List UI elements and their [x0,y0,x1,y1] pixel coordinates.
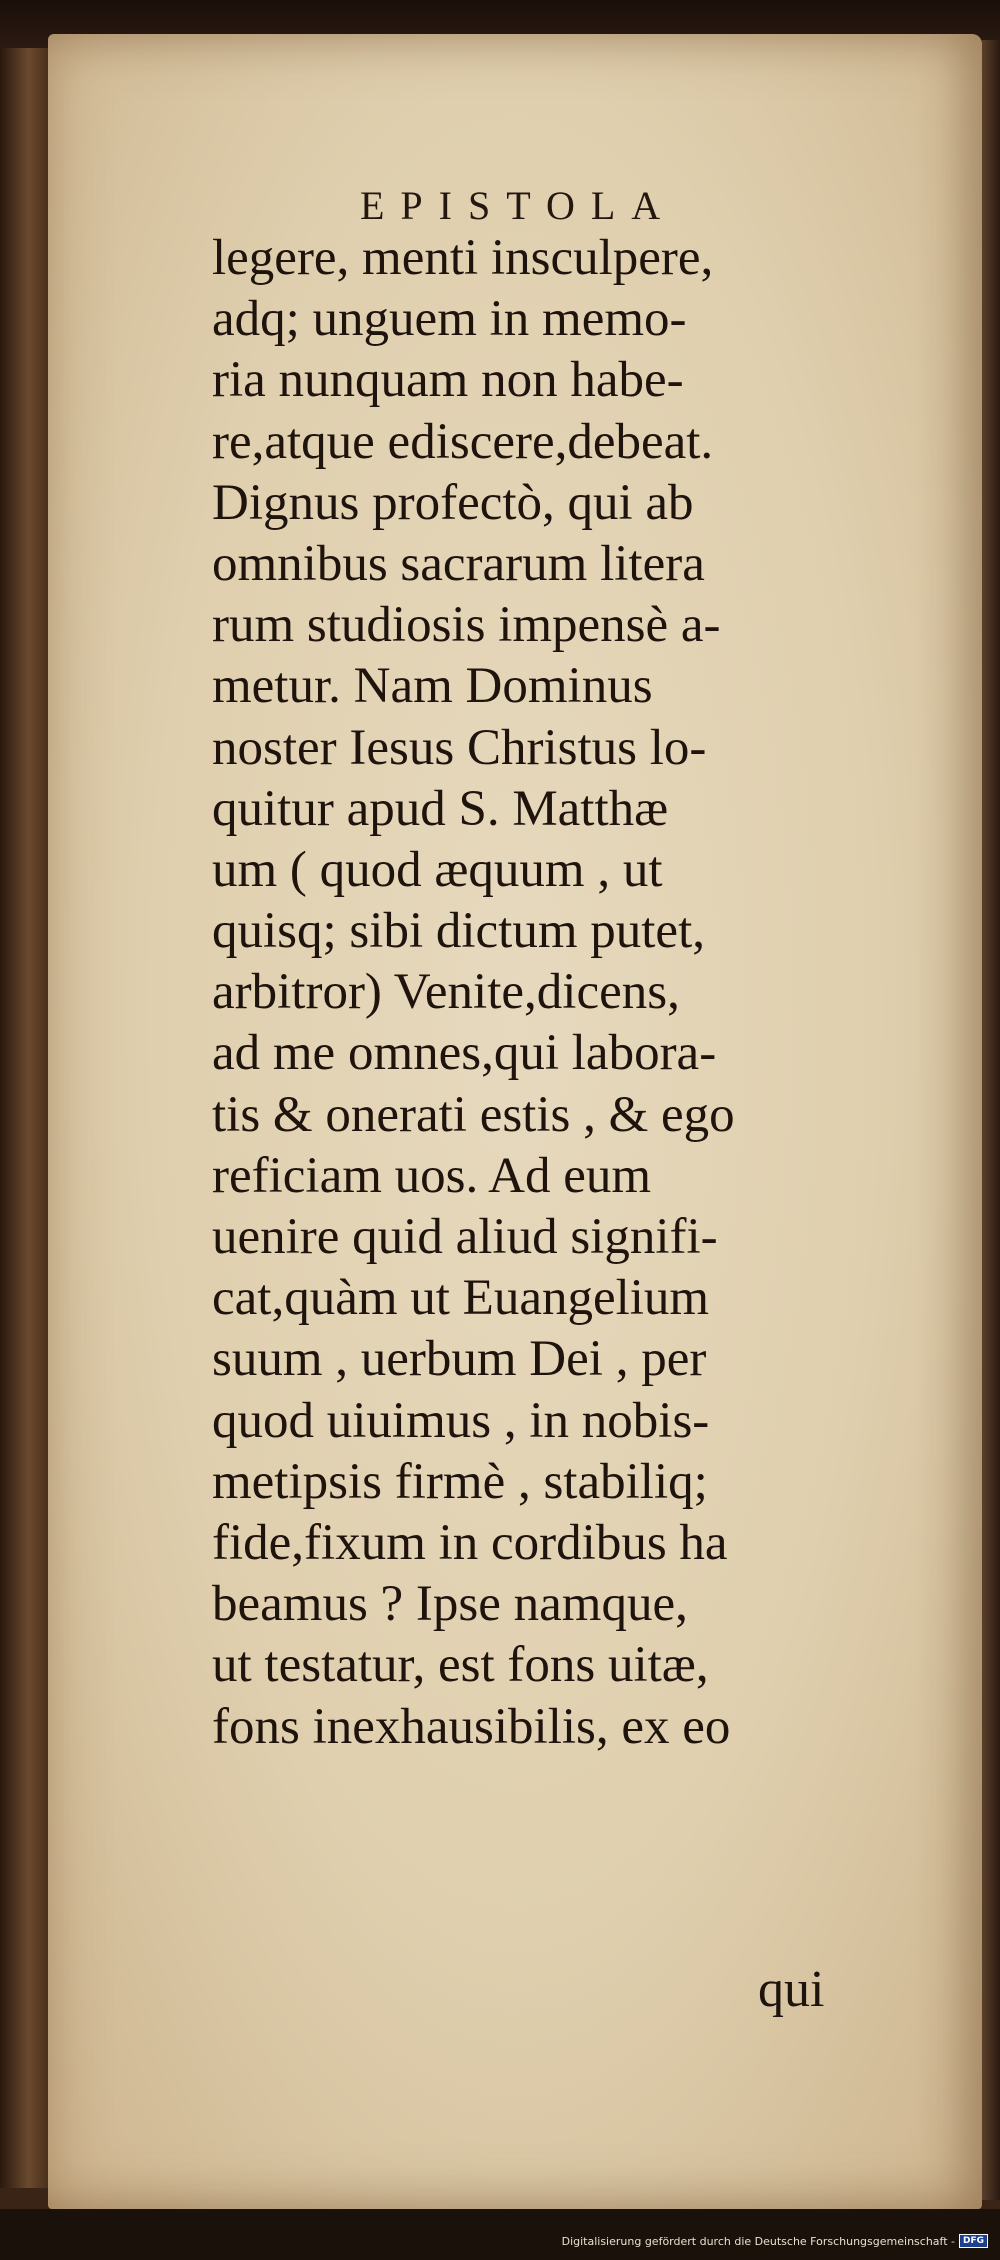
text-line: metur. Nam Dominus [212,658,653,715]
text-line: re,atque ediscere,debeat. [212,413,714,470]
text-line: fons inexhausibilis, ex eo [212,1698,731,1755]
book-spine-edge [0,48,48,2188]
text-line: tis & onerati estis , & ego [212,1086,735,1143]
text-line: ria nunquam non habe- [212,352,684,409]
text-line: cat,quàm ut Euangelium [212,1270,710,1327]
text-line: suum , uerbum Dei , per [212,1331,707,1388]
text-line: reficiam uos. Ad eum [212,1147,652,1204]
text-line: rum studiosis impensè a- [212,597,721,654]
text-line: um ( quod æquum , ut [212,841,663,898]
dfg-logo-icon: DFG [959,2234,988,2248]
text-line: quisq; sibi dictum putet, [212,903,705,960]
text-line: adq; unguem in memo- [212,291,687,348]
text-line: uenire quid aliud signifi- [212,1209,718,1265]
body-text [212,228,872,1758]
text-line: quod uiuimus , in nobis- [212,1392,710,1449]
text-line: arbitror) Venite,dicens, [212,964,680,1021]
digitization-credit [562,2234,988,2248]
text-line: Dignus profectò, qui ab [212,474,694,531]
text-line: beamus ? Ipse namque, [212,1576,688,1633]
text-line: noster Iesus Christus lo- [212,719,707,776]
text-line: omnibus sacrarum litera [212,535,705,592]
text-line: metipsis firmè , stabiliq; [212,1453,708,1510]
page-stack-edge [982,40,1000,2200]
text-line: quitur apud S. Matthæ [212,780,669,837]
text-line: legere, menti insculpere, [212,230,714,286]
credit-text: Digitalisierung gefördert durch die Deutsche Forschungsgemeinschaft - [561,2234,955,2248]
catchword: qui [758,1961,825,2018]
text-line: ut testatur, est fons uitæ, [212,1637,709,1694]
text-line: ad me omnes,qui labora- [212,1025,717,1082]
text-line: fide,fixum in cordibus ha [212,1514,728,1571]
running-head: EPISTOLA [360,183,677,228]
